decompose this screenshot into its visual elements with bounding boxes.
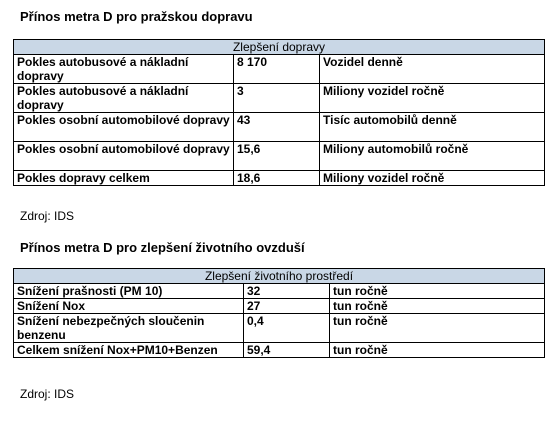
section1-title: Přínos metra D pro pražskou dopravu [20,9,253,24]
section2-title: Přínos metra D pro zlepšení životního ovzduší [20,240,305,255]
table-row [14,299,545,314]
row-value: 59,4 [244,343,330,358]
row-value: 3 [234,84,320,113]
row-unit: Tisíc automobilů denně [320,113,545,142]
row-label: Pokles osobní automobilové dopravy [14,142,234,171]
section1-source: Zdroj: IDS [20,209,75,223]
row-label: Pokles dopravy celkem [14,171,234,186]
row-unit: tun ročně [330,314,545,343]
row-unit: Vozidel denně [320,55,545,84]
row-label: Pokles osobní automobilové dopravy [14,113,234,142]
row-label: Pokles autobusové a nákladní dopravy [14,84,234,113]
row-value: 0,4 [244,314,330,343]
table-header: Zlepšení dopravy [14,40,545,55]
row-unit: tun ročně [330,343,545,358]
row-label: Snížení nebezpečných sloučenin benzenu [14,314,244,343]
row-value: 18,6 [234,171,320,186]
table-row [14,142,545,171]
row-unit: Miliony automobilů ročně [320,142,545,171]
row-label: Snížení prašnosti (PM 10) [14,284,244,299]
table-row [14,171,545,186]
traffic-improvement-table [13,39,545,186]
row-unit: Miliony vozidel ročně [320,84,545,113]
row-unit: tun ročně [330,284,545,299]
row-value: 43 [234,113,320,142]
table-row [14,113,545,142]
row-value: 8 170 [234,55,320,84]
row-unit: tun ročně [330,299,545,314]
table-row [14,314,545,343]
table-row [14,343,545,358]
row-value: 32 [244,284,330,299]
row-value: 15,6 [234,142,320,171]
table-row [14,284,545,299]
table-row [14,84,545,113]
environment-improvement-table [13,268,545,358]
row-label: Pokles autobusové a nákladní dopravy [14,55,234,84]
section2-source: Zdroj: IDS [20,387,75,401]
row-unit: Miliony vozidel ročně [320,171,545,186]
row-value: 27 [244,299,330,314]
row-label: Celkem snížení Nox+PM10+Benzen [14,343,244,358]
row-label: Snížení Nox [14,299,244,314]
table-row [14,55,545,84]
table-header: Zlepšení životního prostředí [14,269,545,284]
